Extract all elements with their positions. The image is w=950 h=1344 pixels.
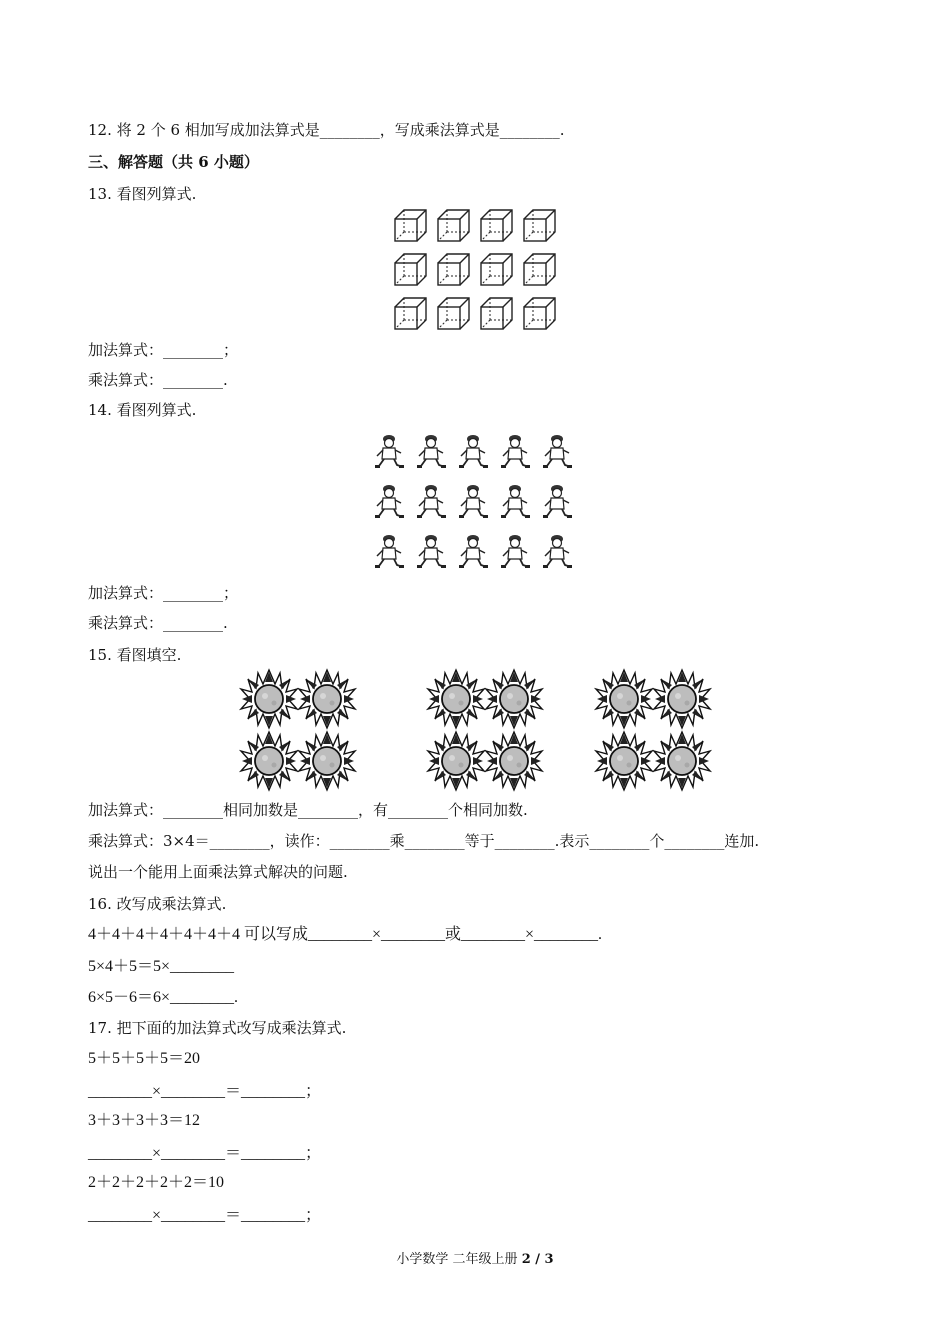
running-child-icon [543,435,572,468]
running-child-icon [501,435,530,468]
sun-icon [654,732,710,790]
cube-icon [438,210,469,241]
question-17-blank-1: ________×________＝________； [88,1083,322,1100]
question-17: 17. 把下面的加法算式改写成乘法算式. [88,1019,347,1037]
question-16-part-a: 4＋4＋4＋4＋4＋4＋4 可以写成________×________或________×________. [88,926,603,943]
running-child-icon [501,535,530,568]
cube-icon [395,298,426,329]
question-15-word-problem: 说出一个能用上面乘法算式解决的问题. [88,863,348,881]
cube-icon [524,210,555,241]
section-heading: 三、解答题（共 6 小题） [88,153,259,171]
question-17-equation-3: 2＋2＋2＋2＋2＝10 [88,1174,225,1191]
question-17-blank-3: ________×________＝________； [88,1207,322,1224]
question-14-multiplication: 乘法算式：________. [88,614,228,632]
running-child-icon [543,485,572,518]
running-child-icon [417,435,446,468]
question-17-equation-1: 5＋5＋5＋5＝20 [88,1050,201,1067]
question-15: 15. 看图填空. [88,646,182,664]
running-child-icon [543,535,572,568]
running-child-icon [459,435,488,468]
cube-icon [481,210,512,241]
page-footer [0,1248,950,1267]
running-child-icon [417,485,446,518]
question-14-addition: 加法算式：________； [88,584,239,602]
question-15-addition: 加法算式：________相同加数是________，有________个相同加数. [88,801,528,819]
children-grid-figure [372,430,582,572]
running-child-icon [459,535,488,568]
sun-groups-figure [236,668,716,794]
sun-icon [241,670,297,728]
running-child-icon [375,535,404,568]
question-16-part-b: 5×4＋5＝5×________ [88,958,235,975]
sun-icon [428,670,484,728]
running-child-icon [375,485,404,518]
cube-icon [395,210,426,241]
question-13: 13. 看图列算式. [88,185,197,203]
cube-icon [438,254,469,285]
cube-icon [524,254,555,285]
running-child-icon [417,535,446,568]
footer-subject: 小学数学 二年级上册 [396,1252,518,1267]
question-14: 14. 看图列算式. [88,401,197,419]
cube-icon [481,298,512,329]
sun-icon [596,732,652,790]
question-13-addition: 加法算式：________； [88,341,239,359]
question-16: 16. 改写成乘法算式. [88,895,227,913]
running-child-icon [375,435,404,468]
sun-icon [428,732,484,790]
sun-icon [241,732,297,790]
question-13-multiplication: 乘法算式：________. [88,371,228,389]
running-child-icon [501,485,530,518]
question-15-multiplication: 乘法算式：3×4＝________，读作：________乘________等于________.表示________个________连加. [88,832,760,850]
page-number: 2 / 3 [521,1252,554,1267]
question-12: 12. 将 2 个 6 相加写成加法算式是________，写成乘法算式是________. [88,121,565,139]
sun-icon [486,670,542,728]
sun-icon [654,670,710,728]
cube-icon [481,254,512,285]
cube-icon [395,254,426,285]
cube-icon [524,298,555,329]
sun-icon [596,670,652,728]
question-17-equation-2: 3＋3＋3＋3＝12 [88,1112,201,1129]
question-16-part-c: 6×5－6＝6×________. [88,989,239,1006]
sun-icon [299,670,355,728]
cube-grid-figure [392,208,562,334]
cube-icon [438,298,469,329]
sun-icon [486,732,542,790]
sun-icon [299,732,355,790]
running-child-icon [459,485,488,518]
question-17-blank-2: ________×________＝________； [88,1145,322,1162]
